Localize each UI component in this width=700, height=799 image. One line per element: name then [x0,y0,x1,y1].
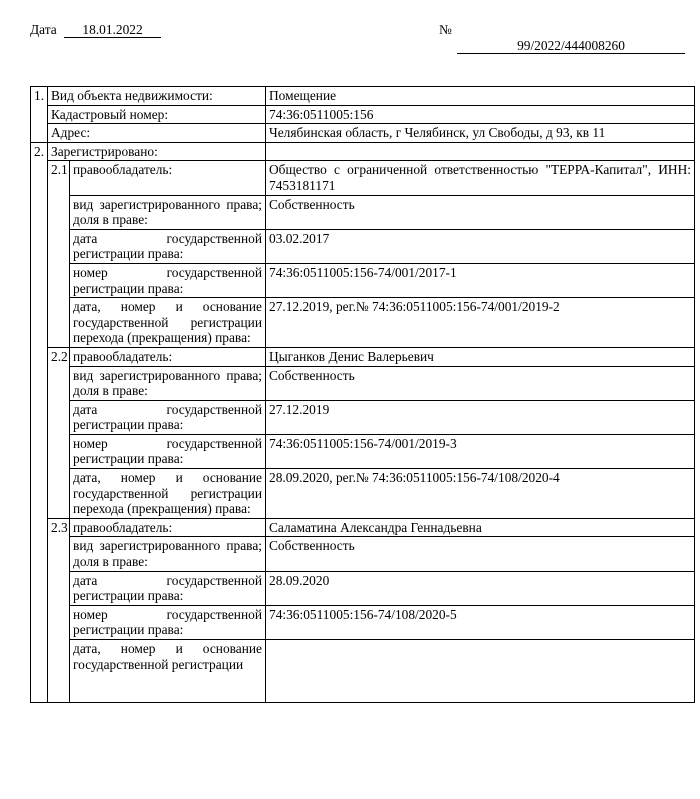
holder-num: 2.2 [48,347,70,518]
table-row [31,298,695,348]
row-value: 28.09.2020, рег.№ 74:36:0511005:156-74/108/2020-4 [266,469,695,519]
date-label: Дата [30,22,57,37]
row-label: дата государственной регистрации права: [70,229,266,263]
table-row [31,229,695,263]
section1-label: Адрес: [48,124,266,143]
registry-table [30,86,695,703]
row-label: дата государственной регистрации права: [70,400,266,434]
row-label: дата, номер и основание государственной регистрации перехода (прекращения) права: [70,298,266,348]
row-value: 74:36:0511005:156-74/001/2019-3 [266,434,695,468]
row-label: номер государственной регистрации права: [70,605,266,639]
row-value: 74:36:0511005:156-74/001/2017-1 [266,263,695,297]
table-row [31,105,695,124]
header-number [439,22,700,54]
table-row [31,161,695,195]
holder-num: 2.3 [48,518,70,702]
number-label: № [439,22,452,37]
row-value: Собственность [266,195,695,229]
table-row [31,87,695,106]
row-label: дата государственной регистрации права: [70,571,266,605]
section1-label: Кадастровый номер: [48,105,266,124]
row-label: номер государственной регистрации права: [70,263,266,297]
table-row [31,366,695,400]
table-row [31,537,695,571]
row-label: вид зарегистрированного права; доля в праве: [70,537,266,571]
table-row [31,195,695,229]
row-value: Собственность [266,366,695,400]
table-row [31,124,695,143]
table-row [31,434,695,468]
section2-num: 2. [31,142,48,702]
header-date [30,22,161,38]
holder-value: Общество с ограниченной ответственностью "ТЕРРА-Капитал", ИНН: 7453181171 [266,161,695,195]
section2-title: Зарегистрировано: [48,142,266,161]
table-row [31,400,695,434]
date-value: 18.01.2022 [64,22,161,38]
holder-label: правообладатель: [70,518,266,537]
section1-value: 74:36:0511005:156 [266,105,695,124]
table-row [31,469,695,519]
row-label: номер государственной регистрации права: [70,434,266,468]
table-row [31,347,695,366]
section1-num: 1. [31,87,48,143]
holder-value: Саламатина Александра Геннадьевна [266,518,695,537]
row-label: дата, номер и основание государственной регистрации перехода (прекращения) права: [70,469,266,519]
table-row [31,142,695,161]
section1-value: Помещение [266,87,695,106]
table-row [31,518,695,537]
row-value: 28.09.2020 [266,571,695,605]
row-value: 74:36:0511005:156-74/108/2020-5 [266,605,695,639]
number-value: 99/2022/444008260 [457,38,685,54]
holder-label: правообладатель: [70,347,266,366]
row-value: 27.12.2019 [266,400,695,434]
row-label: вид зарегистрированного права; доля в праве: [70,195,266,229]
holder-num: 2.1 [48,161,70,348]
section1-label: Вид объекта недвижимости: [48,87,266,106]
table-row [31,571,695,605]
section1-value: Челябинская область, г Челябинск, ул Свободы, д 93, кв 11 [266,124,695,143]
table-row [31,640,695,703]
row-value: 03.02.2017 [266,229,695,263]
holder-label: правообладатель: [70,161,266,195]
table-row [31,605,695,639]
row-label: дата, номер и основание государственной регистрации [70,640,266,703]
row-value: Собственность [266,537,695,571]
row-value [266,640,695,703]
holder-value: Цыганков Денис Валерьевич [266,347,695,366]
table-row [31,263,695,297]
row-label: вид зарегистрированного права; доля в праве: [70,366,266,400]
row-value: 27.12.2019, рег.№ 74:36:0511005:156-74/001/2019-2 [266,298,695,348]
